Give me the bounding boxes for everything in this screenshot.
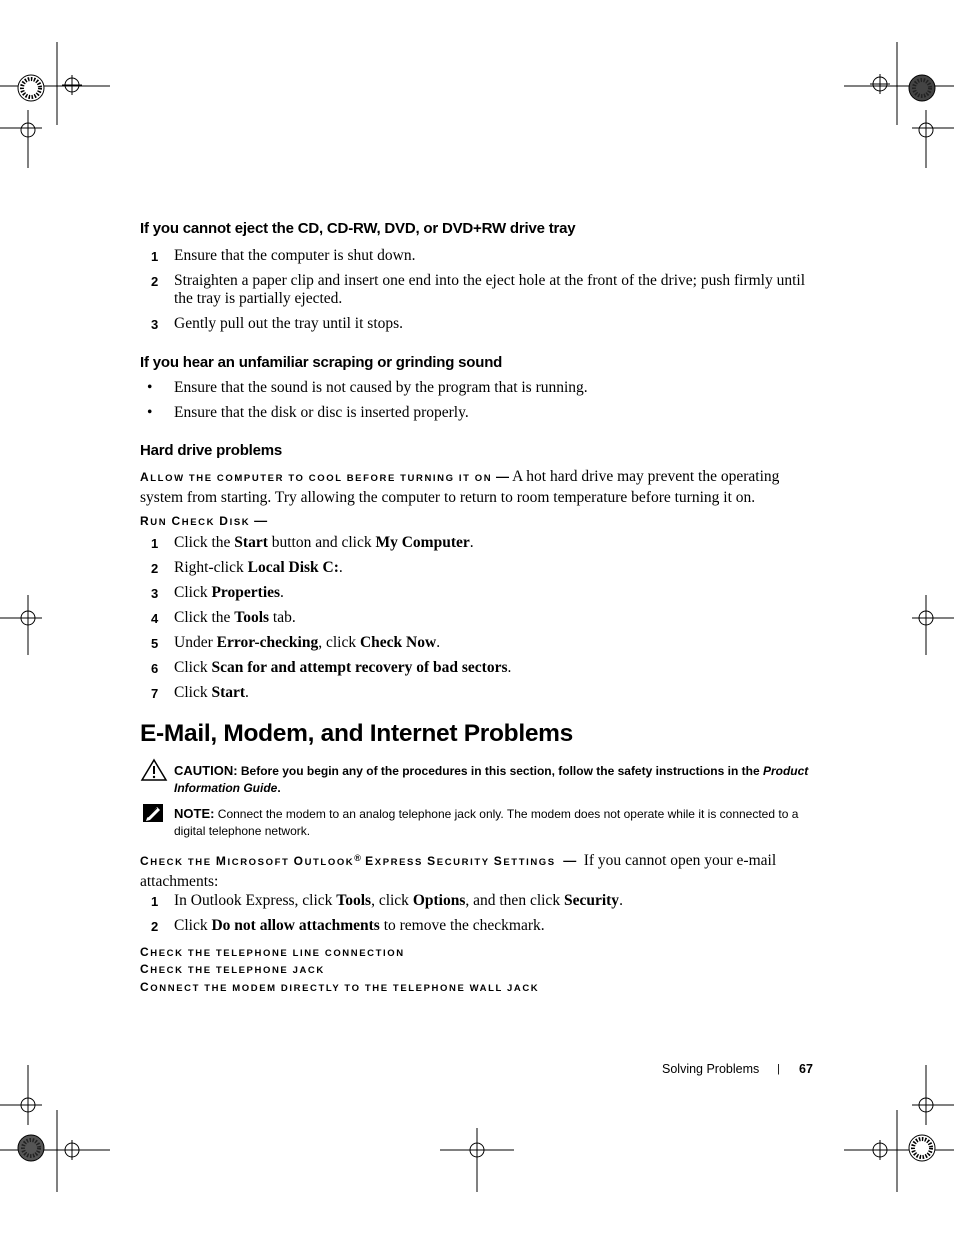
note-text: NOTE: Connect the modem to an analog telephone jack only. The modem does not operate while it is connected to a digital telephone network. [174, 806, 799, 838]
footer-separator: | [777, 1063, 780, 1075]
footer-section: Solving Problems [662, 1062, 760, 1076]
check-line-connection: CHECK THE TELEPHONE LINE CONNECTION [140, 945, 405, 959]
checkdisk-title: RUN CHECK DISK — [140, 513, 268, 528]
note-icon [142, 803, 164, 823]
bullet-symbol: • [147, 379, 153, 396]
step-text: Ensure that the computer is shut down. [174, 247, 416, 264]
em-dash: — [496, 469, 510, 484]
hard-drive-heading: Hard drive problems [140, 442, 283, 459]
caution-text: CAUTION: Before you begin any of the procedures in this section, follow the safety instructions in the Product Information Guide. [174, 763, 809, 795]
outlook-body: If you cannot open your e-mail attachments: [140, 852, 777, 891]
bullet-symbol: • [147, 404, 153, 421]
step-number: 3 [151, 317, 159, 332]
page-title: E-Mail, Modem, and Internet Problems [140, 720, 573, 747]
scraping-heading: If you hear an unfamiliar scraping or grinding sound [140, 354, 503, 371]
step-number: 1 [151, 249, 159, 264]
bullet-text: Ensure that the sound is not caused by the program that is running. [174, 379, 588, 396]
step-text: Gently pull out the tray until it stops. [174, 315, 404, 332]
outlook-title: CHECK THE MICROSOFT OUTLOOK® EXPRESS SECURITY SETTINGS [140, 853, 556, 869]
connect-modem-wall-jack: CONNECT THE MODEM DIRECTLY TO THE TELEPHONE WALL JACK [140, 980, 540, 994]
eject-heading: If you cannot eject the CD, CD-RW, DVD, or DVD+RW drive tray [140, 220, 576, 237]
caution-icon [140, 758, 168, 782]
step-number: 2 [151, 274, 159, 289]
bullet-text: Ensure that the disk or disc is inserted properly. [174, 404, 469, 421]
page-number: 67 [799, 1062, 813, 1076]
cool-title: ALLOW THE COMPUTER TO COOL BEFORE TURNING IT ON [140, 470, 493, 484]
step-text: Straighten a paper clip and insert one end into the eject hole at the front of the drive; push firmly until the tray is partially ejected. [174, 272, 806, 307]
cool-body: A hot hard drive may prevent the operating system from starting. Try allowing the computer to return to room temperature before turning it on. [140, 468, 780, 506]
check-telephone-jack: CHECK THE TELEPHONE JACK [140, 962, 325, 976]
cool-paragraph [140, 467, 820, 507]
outlook-paragraph: CHECK THE MICROSOFT OUTLOOK® EXPRESS SECURITY SETTINGS — If you cannot open your e-mail attachments: [140, 852, 777, 891]
